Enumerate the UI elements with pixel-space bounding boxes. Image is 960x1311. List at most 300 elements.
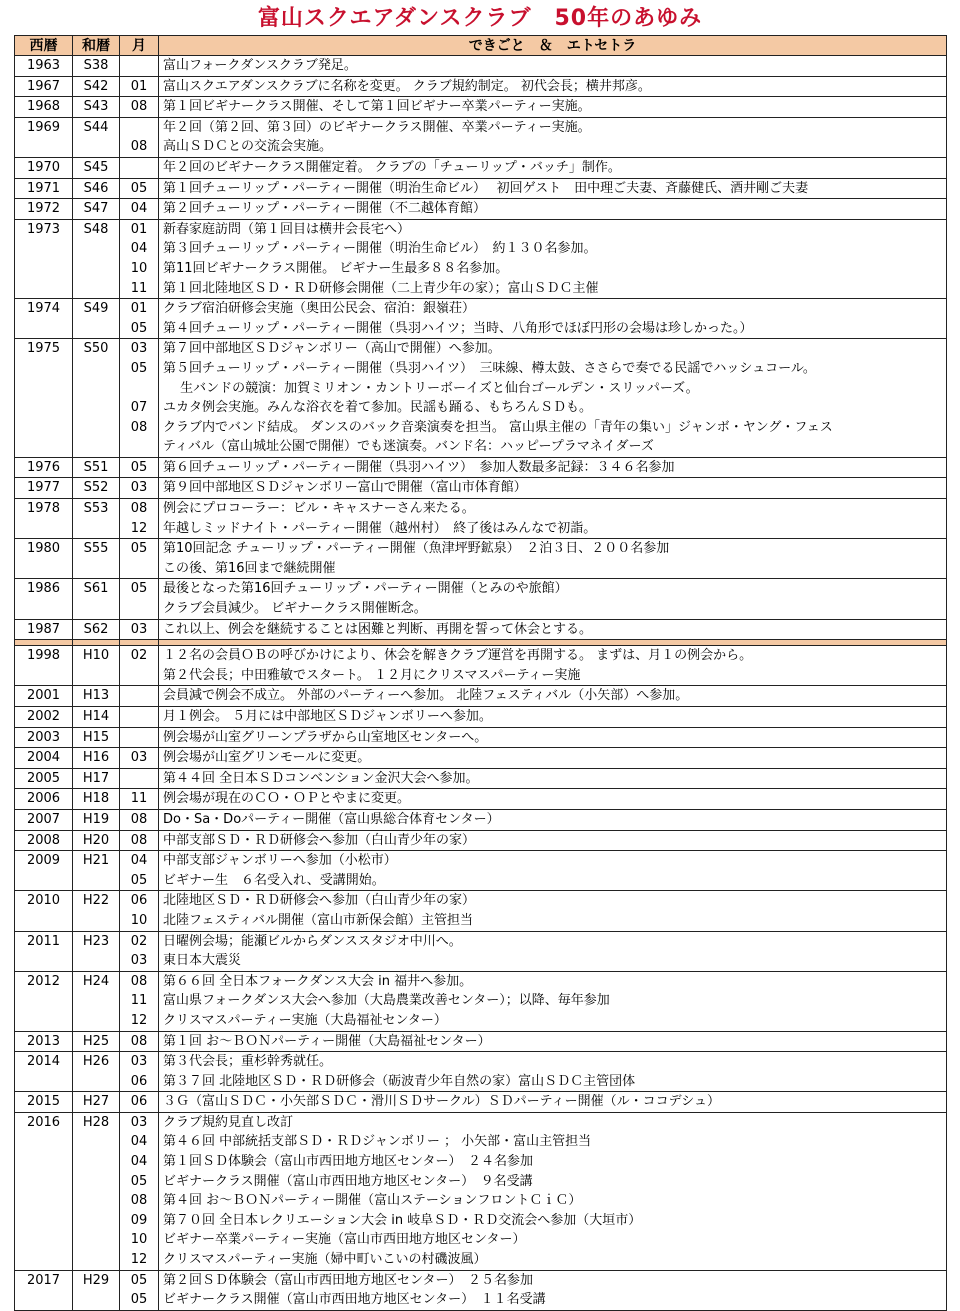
japanese-era-cell [73, 339, 120, 458]
event-cell [159, 499, 947, 539]
month-value: 06 [130, 1073, 148, 1089]
event-text: 第２回チューリップ・パーティー開催（不二越体育館） [163, 201, 487, 217]
month-cell [120, 768, 159, 789]
japanese-era: S62 [83, 621, 109, 637]
table-row [15, 56, 947, 77]
western-year: 1968 [26, 99, 61, 115]
japanese-era: S53 [83, 501, 109, 517]
table-row [15, 809, 947, 830]
month-value: 06 [130, 1094, 148, 1110]
table-header-row [15, 36, 947, 56]
western-year-cell [15, 619, 73, 640]
western-year-cell [15, 1031, 73, 1052]
event-cell [159, 1052, 947, 1092]
event-text: 第２代会長；中田雅敏でスタート。 １２月にクリスマスパーティー実施 [163, 667, 581, 683]
japanese-era: S51 [83, 459, 109, 475]
japanese-era: S47 [83, 201, 109, 217]
event-cell [159, 178, 947, 199]
japanese-era: S42 [83, 78, 109, 94]
table-row [15, 646, 947, 686]
event-text: 第６回チューリップ・パーティー開催（呉羽ハイツ） 参加人数最多記録：３４６名参加 [163, 459, 675, 475]
table-row [15, 830, 947, 851]
history-table-body [15, 56, 947, 1311]
event-text: クラブ宿泊研修会実施（奥田公民会、宿泊：銀嶺荘） [163, 301, 476, 317]
month-value [120, 666, 158, 686]
event-cell [159, 748, 947, 769]
event-text: 第９回中部地区ＳＤジャンボリー富山で開催（富山市体育館） [163, 480, 527, 496]
japanese-era: H21 [82, 853, 110, 869]
western-year: 1963 [26, 58, 61, 73]
event-text: これ以上、例会を継続することは困難と判断、再開を誓って休会とする。 [163, 621, 593, 637]
event-text: ビギナー卒業パーティー実施（富山市西田地方地区センター） [163, 1232, 526, 1248]
western-year-cell [15, 1112, 73, 1270]
event-cell [159, 117, 947, 157]
western-year: 1967 [26, 78, 61, 94]
event-text: ユカタ例会実施。みんな浴衣を着て参加。民謡も踊る、もちろんＳＤも。 [163, 400, 593, 416]
month-value: 03 [130, 480, 148, 496]
month-value: 08 [130, 811, 148, 827]
western-year: 2017 [26, 1272, 61, 1288]
event-text: 年２回のビギナークラス開催定着。 クラブの「チューリップ・バッチ」制作。 [163, 159, 621, 175]
month-cell [120, 178, 159, 199]
month-value [120, 686, 158, 706]
japanese-era: H10 [82, 648, 110, 664]
event-text: 年２回（第２回、第３回）のビギナークラス開催、卒業パーティー実施。 [163, 119, 591, 135]
month-cell [120, 619, 159, 640]
month-value: 05 [130, 180, 148, 196]
month-cell [120, 971, 159, 1031]
month-value: 08 [130, 501, 148, 517]
table-row [15, 789, 947, 810]
western-year-cell [15, 851, 73, 891]
event-text: 第２回ＳＤ体験会（富山市西田地方地区センター） ２５名参加 [163, 1272, 533, 1288]
japanese-era-cell [73, 299, 120, 339]
japanese-era: S48 [83, 221, 109, 237]
event-cell [159, 56, 947, 77]
event-text: 第３７回 北陸地区ＳＤ・ＲＤ研修会（砺波青少年自然の家）富山ＳＤＣ主管団体 [163, 1073, 636, 1089]
event-text: 第１回チューリップ・パーティー開催（明治生命ビル） 初回ゲスト 田中理ご夫妻、斉藤健氏、酒井剛ご夫妻 [163, 180, 809, 196]
month-value: 07 [130, 400, 148, 416]
western-year-cell [15, 478, 73, 499]
japanese-era: H28 [82, 1114, 110, 1130]
month-value [120, 769, 158, 789]
western-year-cell [15, 219, 73, 298]
month-value [120, 379, 158, 399]
event-text: ビギナークラス開催（富山市西田地方地区センター） ９名受講 [163, 1173, 533, 1189]
japanese-era-cell [73, 1052, 120, 1092]
table-row [15, 1031, 947, 1052]
month-cell [120, 931, 159, 971]
month-value [120, 707, 158, 727]
japanese-era-cell [73, 199, 120, 220]
western-year-cell [15, 727, 73, 748]
western-year: 1977 [26, 480, 61, 496]
western-year: 2011 [26, 933, 61, 949]
japanese-era: S55 [83, 541, 109, 557]
japanese-era-cell [73, 830, 120, 851]
event-cell [159, 1031, 947, 1052]
month-value: 05 [130, 541, 148, 557]
event-cell [159, 539, 947, 579]
month-value: 05 [130, 320, 148, 336]
japanese-era: H26 [82, 1054, 110, 1070]
western-year-cell [15, 707, 73, 728]
western-year-cell [15, 499, 73, 539]
western-year: 2012 [26, 973, 61, 989]
event-text: 富山県フォークダンス大会へ参加（大島農業改善センター）；以降、毎年参加 [163, 993, 610, 1009]
event-text: 第10回記念 チューリップ・パーティー開催（魚津坪野鉱泉） ２泊３日、２００名参加 [163, 541, 670, 557]
table-row [15, 178, 947, 199]
japanese-era-cell [73, 789, 120, 810]
event-text: 第６６回 全日本フォークダンス大会 in 福井へ参加。 [163, 973, 473, 989]
table-row [15, 748, 947, 769]
event-text: 例会にプロコーラー：ビル・キャスナーさん来たる。 [163, 501, 475, 517]
month-value: 12 [130, 1252, 148, 1268]
month-value: 12 [130, 520, 148, 536]
japanese-era: S50 [83, 341, 109, 357]
table-row [15, 1112, 947, 1270]
month-value: 03 [130, 953, 148, 969]
event-text: クラブ会員減少。 ビギナークラス開催断念。 [163, 601, 427, 617]
table-row [15, 1092, 947, 1113]
month-cell [120, 539, 159, 579]
western-year-cell [15, 97, 73, 118]
month-value: 04 [130, 1154, 148, 1170]
event-cell [159, 789, 947, 810]
western-year-cell [15, 299, 73, 339]
japanese-era-cell [73, 646, 120, 686]
event-cell [159, 727, 947, 748]
table-row [15, 686, 947, 707]
table-row [15, 1270, 947, 1310]
table-row [15, 478, 947, 499]
event-text: 北陸フェスティバル開催（富山市新保会館）主管担当 [163, 912, 474, 928]
month-cell [120, 499, 159, 539]
table-row [15, 851, 947, 891]
western-year: 1970 [26, 159, 61, 175]
event-cell [159, 478, 947, 499]
western-year: 2002 [26, 709, 61, 724]
month-cell [120, 646, 159, 686]
event-cell [159, 686, 947, 707]
event-text: 第４回チューリップ・パーティー開催（呉羽ハイツ；当時、八角形でほぼ円形の会場は珍しかった。） [163, 320, 753, 336]
month-cell [120, 579, 159, 619]
japanese-era: S43 [83, 99, 109, 115]
event-cell [159, 1112, 947, 1270]
event-text: 会員減で例会不成立。 外部のパーティーへ参加。 北陸フェスティバル（小矢部）へ参加。 [163, 688, 689, 704]
event-cell [159, 579, 947, 619]
event-text: この後、第16回まで継続開催 [163, 560, 336, 576]
western-year-cell [15, 748, 73, 769]
western-year-cell [15, 1052, 73, 1092]
event-cell [159, 1092, 947, 1113]
western-year-cell [15, 539, 73, 579]
western-year-cell [15, 931, 73, 971]
event-text: 高山ＳＤＣとの交流会実施。 [163, 139, 333, 155]
western-year: 2014 [26, 1054, 61, 1070]
western-year: 1978 [26, 501, 61, 517]
japanese-era: H17 [82, 770, 110, 786]
japanese-era: H15 [82, 729, 110, 745]
month-cell [120, 199, 159, 220]
page-title: 富山スクエアダンスクラブ 50年のあゆみ [257, 6, 703, 31]
event-text: ビギナー生 ６名受入れ、受講開始。 [163, 872, 385, 888]
month-value: 04 [130, 1134, 148, 1150]
event-cell [159, 851, 947, 891]
event-text: 第４回 お～ＢＯＮパーティー開催（富山ステーションフロントＣｉＣ） [163, 1193, 582, 1209]
header-japanese-era: 和暦 [73, 36, 120, 56]
japanese-era-cell [73, 971, 120, 1031]
month-cell [120, 851, 159, 891]
event-cell [159, 1270, 947, 1310]
month-value: 11 [130, 993, 148, 1009]
month-cell [120, 891, 159, 931]
month-value: 04 [130, 241, 148, 257]
table-row [15, 499, 947, 539]
month-value: 02 [130, 648, 148, 664]
month-value [120, 599, 158, 619]
japanese-era: S44 [83, 119, 109, 135]
japanese-era-cell [73, 457, 120, 478]
event-text: 第３回チューリップ・パーティー開催（明治生命ビル） 約１３０名参加。 [163, 241, 597, 257]
event-cell [159, 219, 947, 298]
japanese-era: H25 [82, 1033, 110, 1049]
event-text: 例会場が山室グリーンプラザから山室地区センターへ。 [163, 729, 488, 745]
month-value: 03 [130, 621, 148, 637]
month-value [120, 56, 158, 76]
western-year: 2003 [26, 729, 61, 745]
month-cell [120, 219, 159, 298]
month-value: 08 [130, 973, 148, 989]
event-text: クラブ内でバンド結成。 ダンスのバック音楽演奏を担当。 富山県主催の「青年の集い」ジャンボ・ヤング・フェス [163, 419, 833, 435]
event-text: ティバル（富山城址公園で開催）でも迷演奏。バンド名：ハッピープラマネイダーズ [163, 439, 654, 455]
event-text: 第４４回 全日本ＳＤコンベンション金沢大会へ参加。 [163, 770, 479, 786]
table-row [15, 117, 947, 157]
japanese-era-cell [73, 539, 120, 579]
japanese-era-cell [73, 478, 120, 499]
event-text: 生バンドの競演：加賀ミリオン・カントリーボーイズと仙台ゴールデン・スリッパーズ。 [163, 380, 699, 396]
table-row [15, 707, 947, 728]
event-text: 中部支部ジャンボリーへ参加（小松市） [163, 853, 397, 869]
western-year-cell [15, 76, 73, 97]
japanese-era: S46 [83, 180, 109, 196]
event-cell [159, 809, 947, 830]
table-row [15, 539, 947, 579]
japanese-era-cell [73, 579, 120, 619]
month-value: 05 [130, 1173, 148, 1189]
month-value: 05 [130, 360, 148, 376]
western-year: 2016 [26, 1114, 61, 1130]
month-cell [120, 748, 159, 769]
month-value: 03 [130, 1114, 148, 1130]
table-row [15, 768, 947, 789]
japanese-era-cell [73, 707, 120, 728]
western-year-cell [15, 157, 73, 178]
western-year: 1969 [26, 119, 61, 135]
event-text: 月１例会。 ５月には中部地区ＳＤジャンボリーへ参加。 [163, 709, 492, 724]
western-year: 2001 [26, 688, 61, 704]
month-cell [120, 1092, 159, 1113]
month-cell [120, 117, 159, 157]
table-row [15, 339, 947, 458]
western-year: 1972 [26, 201, 61, 217]
event-text: 第３代会長；重杉幹秀就任。 [163, 1054, 333, 1070]
japanese-era-cell [73, 56, 120, 77]
western-year: 1998 [26, 648, 61, 664]
event-text: 日曜例会場；能瀬ビルからダンススタジオ中川へ。 [163, 933, 462, 949]
month-value: 05 [130, 581, 148, 597]
western-year: 2009 [26, 853, 61, 869]
event-text: 第１回 お～ＢＯＮパーティー開催（大島福祉センター） [163, 1033, 491, 1049]
table-row [15, 971, 947, 1031]
japanese-era: H23 [82, 933, 110, 949]
table-row [15, 579, 947, 619]
event-text: Do・Sa・Doパーティー開催（富山県総合体育センター） [163, 811, 500, 827]
month-cell [120, 1112, 159, 1270]
month-cell [120, 1052, 159, 1092]
event-text: 例会場が山室グリンモールに変更。 [163, 750, 371, 766]
month-value: 10 [130, 260, 148, 276]
event-text: 第７回中部地区ＳＤジャンボリー（高山で開催）へ参加。 [163, 341, 501, 357]
western-year-cell [15, 1092, 73, 1113]
japanese-era: H24 [82, 973, 110, 989]
western-year-cell [15, 789, 73, 810]
japanese-era-cell [73, 809, 120, 830]
japanese-era: H29 [82, 1272, 110, 1288]
event-text: 第７０回 全日本レクリエーション大会 in 岐阜ＳＤ・ＲＤ交流会へ参加（大垣市） [163, 1212, 642, 1228]
event-cell [159, 457, 947, 478]
month-value: 04 [130, 201, 148, 217]
japanese-era-cell [73, 768, 120, 789]
western-year-cell [15, 56, 73, 77]
month-value: 10 [130, 912, 148, 928]
event-cell [159, 931, 947, 971]
table-row [15, 619, 947, 640]
japanese-era-cell [73, 931, 120, 971]
month-value: 03 [130, 750, 148, 766]
japanese-era-cell [73, 76, 120, 97]
month-value: 08 [130, 139, 148, 155]
japanese-era-cell [73, 1092, 120, 1113]
event-text: 北陸地区ＳＤ・ＲＤ研修会へ参加（白山青少年の家） [163, 893, 476, 909]
month-value: 01 [130, 301, 148, 317]
japanese-era-cell [73, 499, 120, 539]
western-year-cell [15, 686, 73, 707]
month-value: 03 [130, 341, 148, 357]
japanese-era-cell [73, 1270, 120, 1310]
japanese-era: H22 [82, 893, 110, 909]
western-year: 1975 [26, 341, 61, 357]
western-year-cell [15, 457, 73, 478]
month-value: 10 [130, 1232, 148, 1248]
event-text: 東日本大震災 [163, 953, 242, 969]
event-text: 富山フォークダンスクラブ発足。 [163, 58, 357, 73]
table-row [15, 727, 947, 748]
western-year: 1980 [26, 541, 61, 557]
month-value: 05 [130, 872, 148, 888]
japanese-era: S38 [83, 58, 109, 73]
japanese-era-cell [73, 219, 120, 298]
month-value: 08 [130, 419, 148, 435]
event-text: ３Ｇ（富山ＳＤＣ・小矢部ＳＤＣ・滑川ＳＤサークル）ＳＤパーティー開催（ル・ココデシュ） [163, 1094, 721, 1110]
western-year-cell [15, 768, 73, 789]
western-year-cell [15, 971, 73, 1031]
month-value [120, 158, 158, 178]
header-western-year: 西暦 [15, 36, 73, 56]
month-value: 11 [130, 280, 148, 296]
western-year-cell [15, 117, 73, 157]
month-cell [120, 1031, 159, 1052]
history-table-wrapper [14, 35, 946, 1311]
japanese-era: H13 [82, 688, 110, 704]
western-year: 2005 [26, 770, 61, 786]
western-year-cell [15, 830, 73, 851]
japanese-era: S49 [83, 301, 109, 317]
western-year: 1971 [26, 180, 61, 196]
western-year-cell [15, 646, 73, 686]
western-year: 2010 [26, 893, 61, 909]
event-text: 第４６回 中部統括支部ＳＤ・ＲＤジャンボリー ； 小矢部・富山主管担当 [163, 1134, 592, 1150]
japanese-era: S61 [83, 581, 109, 597]
month-value: 09 [130, 1212, 148, 1228]
western-year-cell [15, 891, 73, 931]
table-row [15, 157, 947, 178]
japanese-era-cell [73, 97, 120, 118]
event-cell [159, 76, 947, 97]
month-value: 05 [130, 1292, 148, 1308]
month-value: 06 [130, 893, 148, 909]
event-cell [159, 707, 947, 728]
month-value: 01 [130, 221, 148, 237]
table-row [15, 931, 947, 971]
event-text: 第１回ビギナークラス開催、そして第１回ビギナー卒業パーティー実施。 [163, 99, 591, 115]
month-cell [120, 97, 159, 118]
western-year: 2015 [26, 1094, 61, 1110]
month-value: 05 [130, 459, 148, 475]
month-value: 12 [130, 1012, 148, 1028]
japanese-era: S45 [83, 159, 109, 175]
table-row [15, 299, 947, 339]
japanese-era-cell [73, 1031, 120, 1052]
month-value: 08 [130, 1033, 148, 1049]
table-row [15, 1052, 947, 1092]
western-year-cell [15, 339, 73, 458]
japanese-era: S52 [83, 480, 109, 496]
japanese-era: H20 [82, 832, 110, 848]
month-value: 02 [130, 933, 148, 949]
western-year: 1987 [26, 621, 61, 637]
month-value [120, 118, 158, 138]
event-cell [159, 830, 947, 851]
event-text: ビギナークラス開催（富山市西田地方地区センター） １１名受講 [163, 1292, 546, 1308]
japanese-era-cell [73, 117, 120, 157]
month-value [120, 559, 158, 579]
western-year: 1973 [26, 221, 61, 237]
japanese-era-cell [73, 891, 120, 931]
month-cell [120, 457, 159, 478]
western-year: 2008 [26, 832, 61, 848]
japanese-era-cell [73, 727, 120, 748]
history-table [14, 35, 947, 1311]
table-row [15, 457, 947, 478]
event-text: クラブ規約見直し改訂 [163, 1114, 294, 1130]
event-text: 第１回北陸地区ＳＤ・ＲＤ研修会開催（二上青少年の家）；富山ＳＤＣ主催 [163, 280, 599, 296]
event-text: 富山スクエアダンスクラブに名称を変更。 クラブ規約制定。 初代会長；横井邦彦。 [163, 78, 651, 94]
month-cell [120, 686, 159, 707]
month-cell [120, 299, 159, 339]
japanese-era-cell [73, 748, 120, 769]
japanese-era: H18 [82, 791, 110, 807]
